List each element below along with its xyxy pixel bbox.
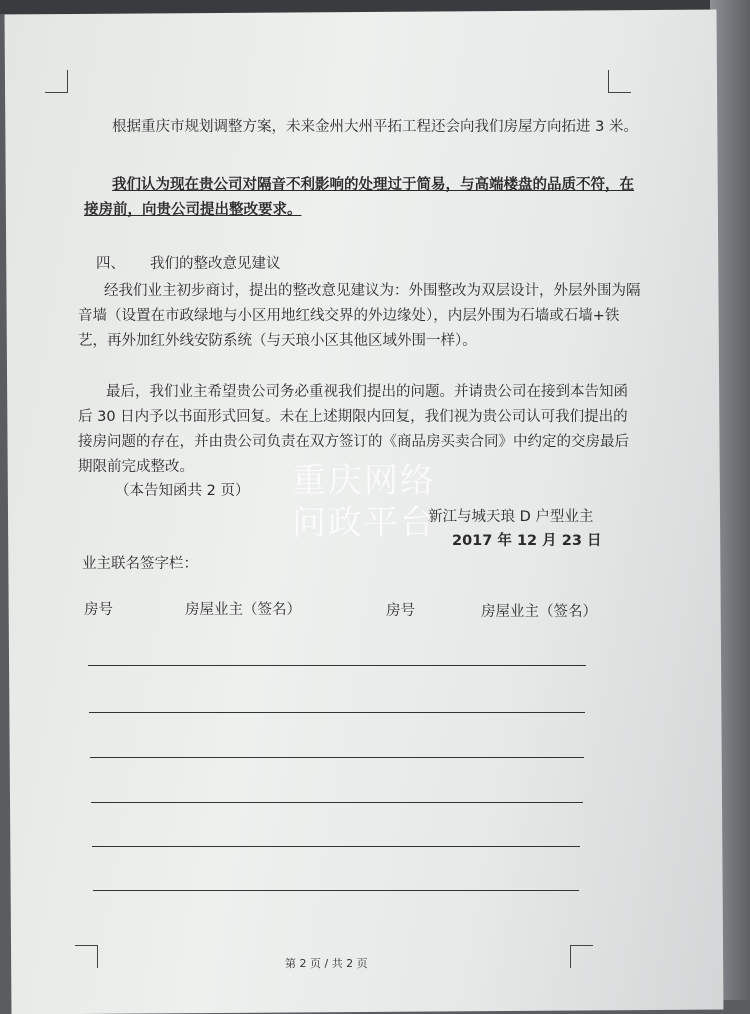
signature-line: [91, 802, 583, 803]
date: 2017 年 12 月 23 日: [452, 533, 602, 549]
watermark: [292, 460, 436, 544]
section-number: 四、: [96, 256, 125, 272]
page-note: （本告知函共 2 页）: [115, 483, 250, 499]
column-header: 房屋业主（签名）: [481, 604, 597, 620]
signature-line: [89, 712, 585, 713]
margin-mark: [570, 945, 593, 968]
watermark-line: 重庆网络: [292, 461, 436, 501]
margin-mark: [45, 70, 68, 93]
signature-line: [92, 846, 580, 847]
column-header: 房号: [84, 602, 113, 618]
paragraph-bold: 我们认为现在贵公司对隔音不利影响的处理过于简易，与高端楼盘的品质不符，在接房前，向贵公司提出整改要求。: [84, 177, 634, 218]
margin-mark: [75, 945, 98, 968]
paragraph-4: 最后，我们业主希望贵公司务必重视我们提出的问题。并请贵公司在接到本告知函后 30 日内予以书面形式回复。未在上述期限内回复，我们视为贵公司认可我们提出的接房问题的存在，并由贵公司负责在双方签订的《商品房买卖合同》中约定的交房最后期限前完成整改。: [78, 384, 629, 475]
signature: 新江与城天琅 D 户型业主: [428, 509, 594, 525]
signature-line: [90, 757, 584, 758]
signature-line: [88, 665, 586, 666]
sign-section-label: 业主联名签字栏：: [82, 556, 198, 572]
column-header: 房号: [386, 603, 415, 619]
signature-line: [93, 890, 579, 891]
column-header: 房屋业主（签名）: [185, 602, 301, 618]
section-title: 我们的整改意见建议: [150, 256, 281, 272]
paragraph-1: 根据重庆市规划调整方案，未来金州大州平拓工程还会向我们房屋方向拓进 3 米。: [112, 119, 638, 135]
page-footer: 第 2 页 / 共 2 页: [285, 957, 368, 970]
watermark-line: 问政平台: [292, 503, 436, 543]
paragraph-3: 经我们业主初步商讨，提出的整改意见建议为：外围整改为双层设计，外层外围为隔音墙（设置在市政绿地与小区用地红线交界的外边缘处），内层外围为石墙或石墙+铁艺，再外加红外线安防系统（与天琅小区其他区域外围一样）。: [78, 283, 641, 349]
margin-mark: [608, 70, 631, 93]
